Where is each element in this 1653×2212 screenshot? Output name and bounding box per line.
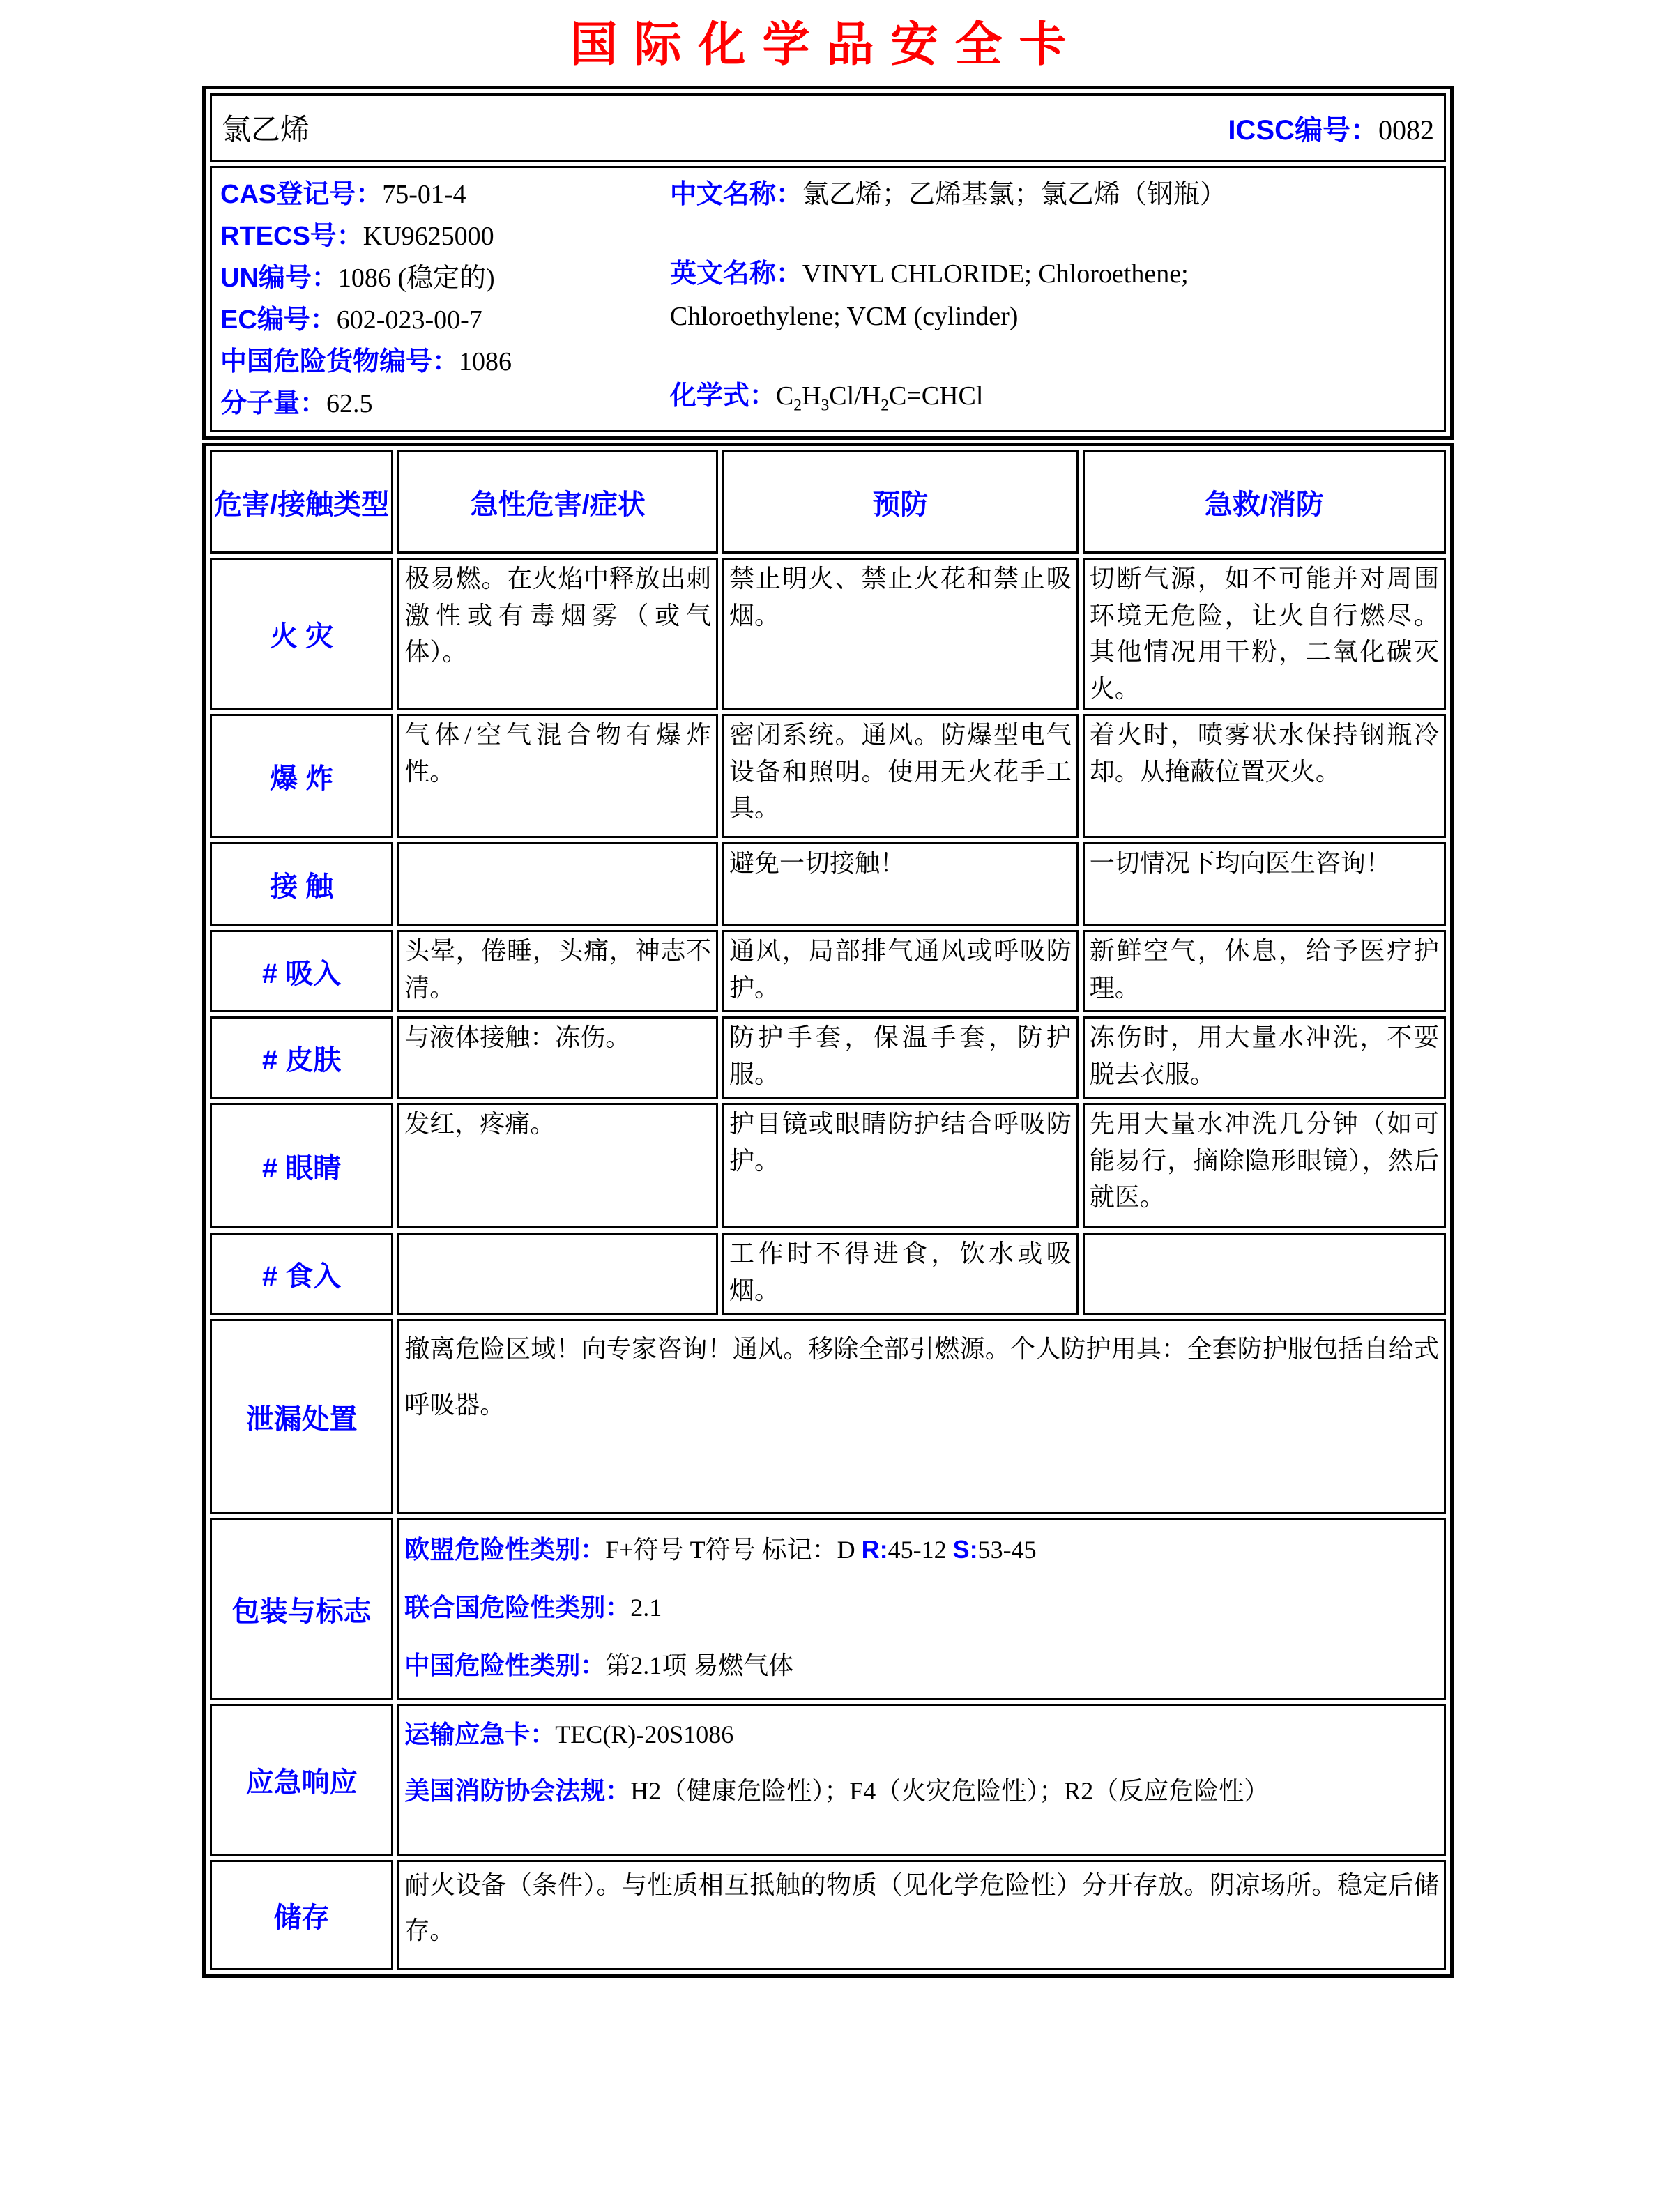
- chemical-formula-value: $C_2H_3Cl/H_2C=CHCl$: [775, 381, 984, 415]
- china-dg-number-label: 中国危险货物编号：: [220, 347, 459, 377]
- eyes-prevention-cell: 护目镜或眼睛防护结合呼吸防护。: [722, 1103, 1079, 1228]
- hazard-header-row: [210, 450, 1446, 554]
- inhalation-prevention-cell: 通风，局部排气通风或呼吸防护。: [722, 930, 1079, 1012]
- ec-number-label: EC编号：: [220, 305, 337, 335]
- s-phrase-value: 53-45: [977, 1536, 1037, 1564]
- row-label-ingestion: # 食入: [210, 1233, 393, 1315]
- hazard-row-inhalation: [210, 930, 1446, 1012]
- exposure-symptoms-cell: [397, 842, 718, 926]
- card-header-row: [210, 93, 1446, 162]
- english-name-line: [670, 253, 1311, 339]
- molecular-weight-value: 62.5: [326, 389, 373, 419]
- hazard-row-exposure: [210, 842, 1446, 926]
- icsc-label: ICSC编号：: [1228, 114, 1378, 146]
- explosion-first-aid-cell: 着火时，喷雾状水保持钢瓶冷却。从掩蔽位置灭火。: [1083, 714, 1446, 838]
- skin-symptoms-cell: 与液体接触：冻伤。: [397, 1016, 718, 1099]
- nfpa-code-value: H2（健康危险性）；F4（火灾危险性）；R2（反应危险性）: [630, 1776, 1270, 1805]
- eyes-first-aid-cell: 先用大量水冲洗几分钟（如可能易行，摘除隐形眼镜），然后就医。: [1083, 1103, 1446, 1228]
- skin-prevention-cell: 防护手套，保温手套，防护服。: [722, 1016, 1079, 1099]
- identification-row: [210, 166, 1446, 432]
- hazard-table: [202, 443, 1454, 1978]
- un-hazard-class-value: 2.1: [630, 1594, 662, 1622]
- column-header-prevention: 预防: [722, 450, 1079, 554]
- cas-number-label: CAS登记号：: [220, 180, 383, 209]
- row-label-inhalation: # 吸入: [210, 930, 393, 1012]
- exposure-first-aid-cell: 一切情况下均向医生咨询！: [1083, 842, 1446, 926]
- exposure-prevention-cell: 避免一切接触！: [722, 842, 1079, 926]
- row-label-emergency-response: 应急响应: [210, 1704, 393, 1856]
- identification-left-column: [220, 174, 670, 425]
- nfpa-code-label: 美国消防协会法规：: [404, 1776, 631, 1805]
- page-title: 国际化学品安全卡: [570, 18, 1083, 71]
- nfpa-code-line: [404, 1763, 1439, 1819]
- un-hazard-class-label: 联合国危险性类别：: [404, 1593, 631, 1622]
- ingestion-prevention-cell: 工作时不得进食，饮水或吸烟。: [722, 1233, 1079, 1315]
- fire-first-aid-cell: 切断气源，如不可能并对周围环境无危险，让火自行燃尽。其他情况用干粉，二氧化碳灭火。: [1083, 558, 1446, 710]
- s-phrase-label: S:: [952, 1535, 978, 1564]
- card-header-cell: [210, 93, 1446, 162]
- china-hazard-class-line: [404, 1637, 1439, 1695]
- r-phrase-value: 45-12: [888, 1536, 953, 1564]
- row-label-fire: 火 灾: [210, 558, 393, 710]
- chinese-name-label: 中文名称：: [669, 180, 802, 209]
- ingestion-first-aid-cell: [1083, 1233, 1446, 1315]
- row-label-skin: # 皮肤: [210, 1016, 393, 1099]
- un-hazard-class-line: [404, 1579, 1439, 1637]
- row-label-spill-disposal: 泄漏处置: [210, 1319, 393, 1514]
- spill-disposal-row: [210, 1319, 1446, 1514]
- cas-number-value: 75-01-4: [382, 180, 466, 209]
- row-label-packaging-labelling: 包装与标志: [210, 1518, 393, 1700]
- transport-emergency-card-value: TEC(R)-20S1086: [555, 1721, 734, 1749]
- column-header-acute-symptoms: 急性危害/症状: [397, 450, 718, 554]
- china-dg-number-value: 1086: [459, 347, 512, 377]
- emergency-response-cell: [397, 1704, 1446, 1856]
- chemical-formula-line: [670, 375, 1435, 419]
- molecular-weight-line: [220, 383, 670, 425]
- identification-right-column: [670, 174, 1435, 425]
- eu-hazard-class-text: F+符号 T符号 标记：D: [605, 1536, 862, 1564]
- hazard-row-explosion: [210, 714, 1446, 838]
- un-number-label: UN编号：: [220, 264, 338, 293]
- un-number-value: 1086 (稳定的): [337, 264, 495, 293]
- storage-cell: 耐火设备（条件）。与性质相互抵触的物质（见化学危险性）分开存放。阴凉场所。稳定后储存。: [397, 1860, 1446, 1970]
- eu-hazard-class-label: 欧盟危险性类别：: [404, 1535, 606, 1564]
- icsc-number: 0082: [1378, 114, 1434, 146]
- rtecs-number-value: KU9625000: [363, 222, 494, 252]
- storage-row: [210, 1860, 1446, 1970]
- row-label-eyes: # 眼睛: [210, 1103, 393, 1228]
- ec-number-line: [220, 299, 670, 341]
- transport-emergency-card-line: [404, 1707, 1439, 1762]
- inhalation-symptoms-cell: 头晕，倦睡，头痛，神志不清。: [397, 930, 718, 1012]
- icsc-number-group: [1228, 108, 1434, 148]
- chinese-name-line: [670, 174, 1435, 217]
- row-label-storage: 储存: [210, 1860, 393, 1970]
- china-hazard-class-label: 中国危险性类别：: [404, 1650, 606, 1679]
- spill-disposal-cell: 撤离危险区域！向专家咨询！通风。移除全部引燃源。个人防护用具：全套防护服包括自给式呼吸器。: [397, 1319, 1446, 1514]
- ec-number-value: 602-023-00-7: [336, 305, 482, 335]
- emergency-response-row: [210, 1704, 1446, 1856]
- chemical-formula-label: 化学式：: [669, 381, 776, 411]
- molecular-weight-label: 分子量：: [220, 389, 327, 419]
- inhalation-first-aid-cell: 新鲜空气，休息，给予医疗护理。: [1083, 930, 1446, 1012]
- packaging-labelling-row: [210, 1518, 1446, 1700]
- eu-hazard-class-line: [404, 1521, 1439, 1579]
- english-name-value: VINYL CHLORIDE; Chloroethene; Chloroethylene; VCM (cylinder): [669, 259, 1189, 332]
- column-header-first-aid: 急救/消防: [1083, 450, 1446, 554]
- hazard-row-ingestion: [210, 1233, 1446, 1315]
- skin-first-aid-cell: 冻伤时，用大量水冲洗，不要脱去衣服。: [1083, 1016, 1446, 1099]
- un-number-line: [220, 257, 670, 299]
- rtecs-number-line: [220, 215, 670, 257]
- explosion-symptoms-cell: 气体/空气混合物有爆炸性。: [397, 714, 718, 838]
- china-hazard-class-value: 第2.1项 易燃气体: [605, 1651, 794, 1679]
- ingestion-symptoms-cell: [397, 1233, 718, 1315]
- english-name-label: 英文名称：: [669, 259, 802, 289]
- row-label-exposure: 接 触: [210, 842, 393, 926]
- fire-symptoms-cell: 极易燃。在火焰中释放出刺激性或有毒烟雾（或气体）。: [397, 558, 718, 710]
- column-header-hazard-type: 危害/接触类型: [210, 450, 393, 554]
- hazard-row-fire: [210, 558, 1446, 710]
- row-label-explosion: 爆 炸: [210, 714, 393, 838]
- explosion-prevention-cell: 密闭系统。通风。防爆型电气设备和照明。使用无火花手工具。: [722, 714, 1079, 838]
- fire-prevention-cell: 禁止明火、禁止火花和禁止吸烟。: [722, 558, 1079, 710]
- cas-number-line: [220, 174, 670, 215]
- hazard-row-eyes: [210, 1103, 1446, 1228]
- transport-emergency-card-label: 运输应急卡：: [404, 1720, 556, 1749]
- rtecs-number-label: RTECS号：: [220, 222, 363, 252]
- chinese-name-value: 氯乙烯；乙烯基氯；氯乙烯（钢瓶）: [802, 180, 1226, 209]
- china-dg-number-line: [220, 341, 670, 383]
- eyes-symptoms-cell: 发红，疼痛。: [397, 1103, 718, 1228]
- packaging-labelling-cell: [397, 1518, 1446, 1700]
- identification-cell: [210, 166, 1446, 432]
- r-phrase-label: R:: [861, 1535, 888, 1564]
- hazard-row-skin: [210, 1016, 1446, 1099]
- identification-table: [202, 86, 1454, 440]
- chemical-name: 氯乙烯: [222, 114, 310, 146]
